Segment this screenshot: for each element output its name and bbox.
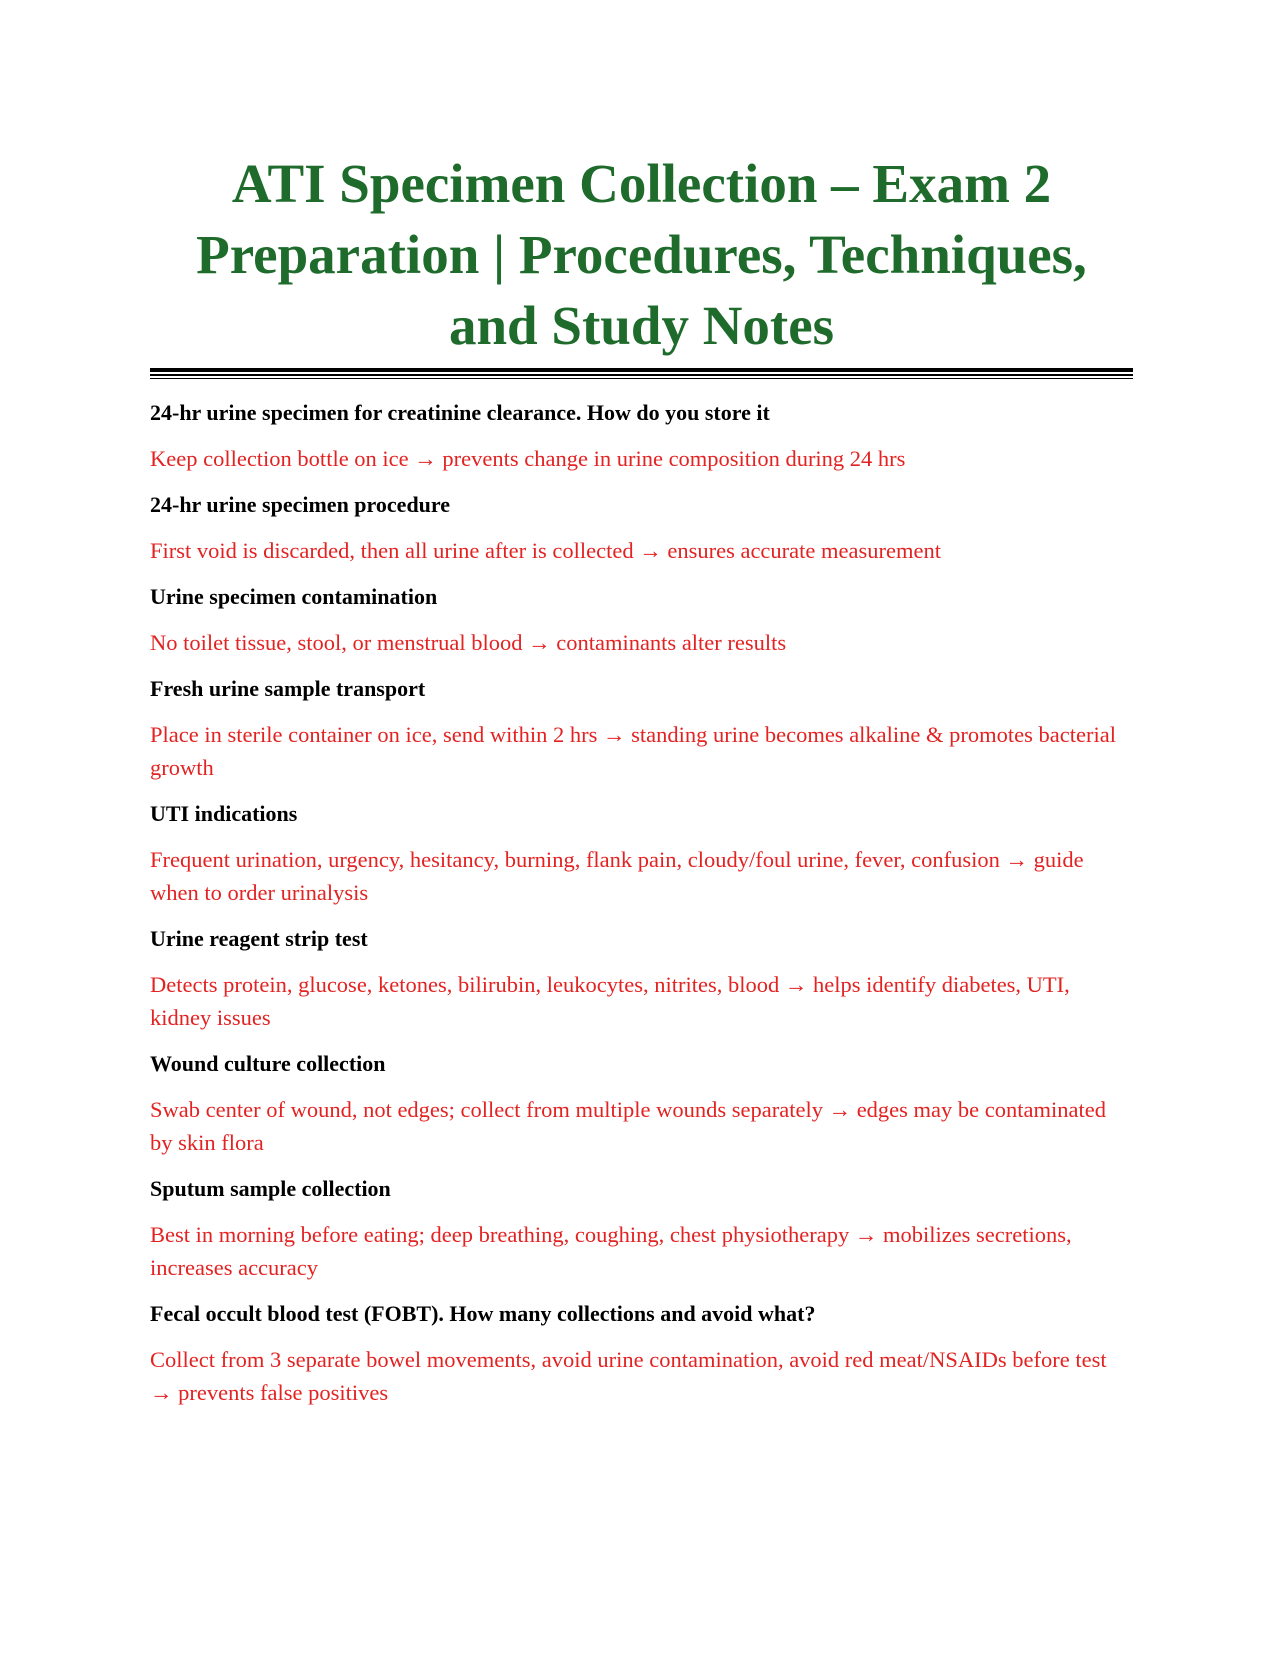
answer-text: Place in sterile container on ice, send within 2 hrs → standing urine becomes alkaline & promotes bacterial growth bbox=[150, 722, 1116, 780]
qa-item bbox=[150, 398, 1133, 475]
question-text: Urine reagent strip test bbox=[150, 926, 368, 951]
answer-text: Frequent urination, urgency, hesitancy, burning, flank pain, cloudy/foul urine, fever, confusion → guide when to order urinalysis bbox=[150, 847, 1084, 905]
answer-text: First void is discarded, then all urine after is collected → ensures accurate measurement bbox=[150, 538, 941, 563]
qa-list bbox=[150, 398, 1133, 1424]
answer-text: Keep collection bottle on ice → prevents change in urine composition during 24 hrs bbox=[150, 446, 906, 471]
question-text: Wound culture collection bbox=[150, 1051, 386, 1076]
question-text: Sputum sample collection bbox=[150, 1176, 391, 1201]
qa-item bbox=[150, 1049, 1133, 1159]
qa-item bbox=[150, 1174, 1133, 1284]
qa-item bbox=[150, 582, 1133, 659]
question-text: Urine specimen contamination bbox=[150, 584, 438, 609]
qa-item bbox=[150, 924, 1133, 1034]
question-text: 24-hr urine specimen for creatinine clearance. How do you store it bbox=[150, 400, 770, 425]
qa-item bbox=[150, 1299, 1133, 1409]
qa-item bbox=[150, 674, 1133, 784]
question-text: UTI indications bbox=[150, 801, 298, 826]
answer-text: Collect from 3 separate bowel movements, avoid urine contamination, avoid red meat/NSAIDs before test → prevents false positives bbox=[150, 1347, 1107, 1405]
question-text: Fresh urine sample transport bbox=[150, 676, 426, 701]
qa-item bbox=[150, 490, 1133, 567]
question-text: Fecal occult blood test (FOBT). How many collections and avoid what? bbox=[150, 1301, 816, 1326]
answer-text: Best in morning before eating; deep breathing, coughing, chest physiotherapy → mobilizes secretions, increases accuracy bbox=[150, 1222, 1072, 1280]
title-divider bbox=[150, 368, 1133, 379]
answer-text: Swab center of wound, not edges; collect from multiple wounds separately → edges may be contaminated by skin flora bbox=[150, 1097, 1106, 1155]
question-text: 24-hr urine specimen procedure bbox=[150, 492, 451, 517]
answer-text: Detects protein, glucose, ketones, bilirubin, leukocytes, nitrites, blood → helps identify diabetes, UTI, kidney issues bbox=[150, 972, 1070, 1030]
answer-text: No toilet tissue, stool, or menstrual blood → contaminants alter results bbox=[150, 630, 787, 655]
qa-item bbox=[150, 799, 1133, 909]
document-title: ATI Specimen Collection – Exam 2 Preparation | Procedures, Techniques, and Study Notes bbox=[196, 153, 1087, 356]
